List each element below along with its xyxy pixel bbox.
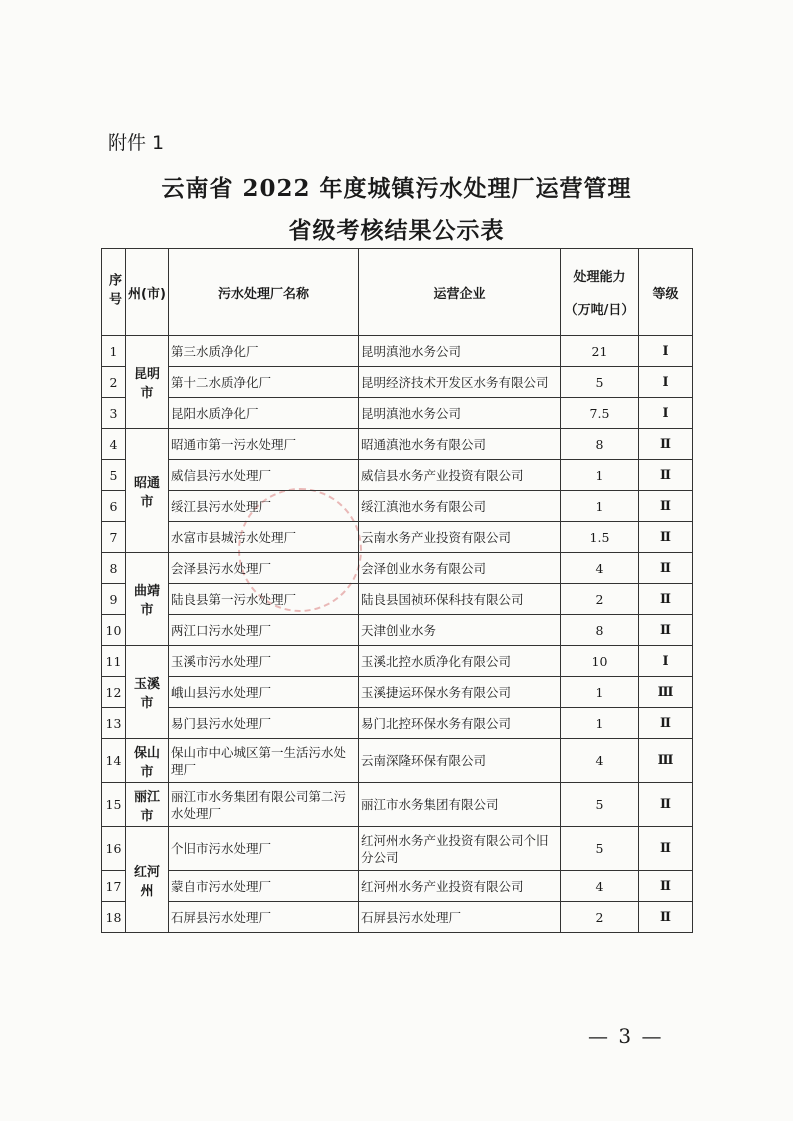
table-row: [102, 646, 693, 677]
row-number: 18: [102, 902, 126, 933]
row-number: 16: [102, 827, 126, 871]
row-number: 6: [102, 491, 126, 522]
table-row: [102, 584, 693, 615]
city-cell: 保山市: [126, 739, 169, 783]
capacity-value: 2: [561, 584, 639, 615]
row-number: 14: [102, 739, 126, 783]
grade-value: Ⅱ: [639, 827, 693, 871]
grade-value: Ⅱ: [639, 783, 693, 827]
plant-name: 昭通市第一污水处理厂: [169, 429, 359, 460]
table-row: [102, 491, 693, 522]
table-row: [102, 708, 693, 739]
capacity-value: 8: [561, 615, 639, 646]
grade-value: Ⅰ: [639, 367, 693, 398]
row-number: 1: [102, 336, 126, 367]
header-no: 序号: [102, 249, 126, 336]
row-number: 12: [102, 677, 126, 708]
capacity-value: 4: [561, 871, 639, 902]
city-cell: 昭通市: [126, 429, 169, 553]
table-row: [102, 429, 693, 460]
city-cell: 玉溪市: [126, 646, 169, 739]
capacity-value: 5: [561, 783, 639, 827]
plant-name: 两江口污水处理厂: [169, 615, 359, 646]
operating-company: 易门北控环保水务有限公司: [359, 708, 561, 739]
grade-value: Ⅱ: [639, 491, 693, 522]
attachment-label: 附件 1: [108, 132, 165, 154]
grade-value: Ⅰ: [639, 646, 693, 677]
row-number: 2: [102, 367, 126, 398]
capacity-value: 10: [561, 646, 639, 677]
operating-company: 玉溪捷运环保水务有限公司: [359, 677, 561, 708]
operating-company: 玉溪北控水质净化有限公司: [359, 646, 561, 677]
operating-company: 昆明经济技术开发区水务有限公司: [359, 367, 561, 398]
header-grade: 等级: [639, 249, 693, 336]
capacity-value: 1: [561, 708, 639, 739]
capacity-value: 1: [561, 677, 639, 708]
row-number: 5: [102, 460, 126, 491]
operating-company: 昆明滇池水务公司: [359, 398, 561, 429]
grade-value: Ⅱ: [639, 902, 693, 933]
table-row: [102, 783, 693, 827]
plant-name: 蒙自市污水处理厂: [169, 871, 359, 902]
header-row: [102, 249, 693, 336]
row-number: 10: [102, 615, 126, 646]
row-number: 9: [102, 584, 126, 615]
plant-name: 保山市中心城区第一生活污水处理厂: [169, 739, 359, 783]
grade-value: Ⅱ: [639, 553, 693, 584]
grade-value: Ⅱ: [639, 584, 693, 615]
table-row: [102, 398, 693, 429]
city-cell: 丽江市: [126, 783, 169, 827]
city-cell: 昆明市: [126, 336, 169, 429]
grade-value: Ⅱ: [639, 708, 693, 739]
capacity-value: 1: [561, 460, 639, 491]
plant-name: 绥江县污水处理厂: [169, 491, 359, 522]
plant-name: 水富市县城污水处理厂: [169, 522, 359, 553]
header-plant: 污水处理厂名称: [169, 249, 359, 336]
table-row: [102, 553, 693, 584]
capacity-value: 4: [561, 553, 639, 584]
header-capacity-line2: （万吨/日）: [564, 303, 635, 318]
capacity-value: 2: [561, 902, 639, 933]
row-number: 11: [102, 646, 126, 677]
plant-name: 昆阳水质净化厂: [169, 398, 359, 429]
capacity-value: 7.5: [561, 398, 639, 429]
plant-name: 第三水质净化厂: [169, 336, 359, 367]
page-number: — 3 —: [588, 1024, 664, 1048]
table-row: [102, 677, 693, 708]
operating-company: 红河州水务产业投资有限公司: [359, 871, 561, 902]
table-row: [102, 902, 693, 933]
grade-value: Ⅱ: [639, 871, 693, 902]
grade-value: Ⅱ: [639, 615, 693, 646]
plant-name: 陆良县第一污水处理厂: [169, 584, 359, 615]
operating-company: 丽江市水务集团有限公司: [359, 783, 561, 827]
results-table: [101, 248, 693, 933]
title-line-2: 省级考核结果公示表: [288, 217, 505, 244]
capacity-value: 4: [561, 739, 639, 783]
header-capacity: [561, 249, 639, 336]
grade-value: Ⅰ: [639, 398, 693, 429]
header-city: 州(市): [126, 249, 169, 336]
operating-company: 绥江滇池水务有限公司: [359, 491, 561, 522]
table-row: [102, 739, 693, 783]
operating-company: 石屏县污水处理厂: [359, 902, 561, 933]
header-capacity-line1: 处理能力: [573, 270, 626, 285]
city-cell: 红河州: [126, 827, 169, 933]
table-row: [102, 460, 693, 491]
grade-value: Ⅱ: [639, 522, 693, 553]
plant-name: 玉溪市污水处理厂: [169, 646, 359, 677]
title-line-1: 云南省 2022 年度城镇污水处理厂运营管理: [161, 175, 632, 202]
table-row: [102, 615, 693, 646]
plant-name: 易门县污水处理厂: [169, 708, 359, 739]
row-number: 17: [102, 871, 126, 902]
operating-company: 天津创业水务: [359, 615, 561, 646]
row-number: 8: [102, 553, 126, 584]
table-row: [102, 336, 693, 367]
row-number: 7: [102, 522, 126, 553]
operating-company: 云南水务产业投资有限公司: [359, 522, 561, 553]
grade-value: Ⅱ: [639, 429, 693, 460]
plant-name: 丽江市水务集团有限公司第二污水处理厂: [169, 783, 359, 827]
capacity-value: 5: [561, 827, 639, 871]
operating-company: 陆良县国祯环保科技有限公司: [359, 584, 561, 615]
plant-name: 威信县污水处理厂: [169, 460, 359, 491]
capacity-value: 21: [561, 336, 639, 367]
table-row: [102, 522, 693, 553]
row-number: 4: [102, 429, 126, 460]
table-row: [102, 367, 693, 398]
row-number: 3: [102, 398, 126, 429]
capacity-value: 5: [561, 367, 639, 398]
plant-name: 峨山县污水处理厂: [169, 677, 359, 708]
grade-value: Ⅱ: [639, 460, 693, 491]
table-row: [102, 827, 693, 871]
plant-name: 会泽县污水处理厂: [169, 553, 359, 584]
operating-company: 昭通滇池水务有限公司: [359, 429, 561, 460]
grade-value: Ⅲ: [639, 739, 693, 783]
plant-name: 个旧市污水处理厂: [169, 827, 359, 871]
operating-company: 会泽创业水务有限公司: [359, 553, 561, 584]
row-number: 15: [102, 783, 126, 827]
city-cell: 曲靖市: [126, 553, 169, 646]
capacity-value: 1.5: [561, 522, 639, 553]
row-number: 13: [102, 708, 126, 739]
plant-name: 第十二水质净化厂: [169, 367, 359, 398]
grade-value: Ⅰ: [639, 336, 693, 367]
operating-company: 威信县水务产业投资有限公司: [359, 460, 561, 491]
plant-name: 石屏县污水处理厂: [169, 902, 359, 933]
table-row: [102, 871, 693, 902]
capacity-value: 8: [561, 429, 639, 460]
grade-value: Ⅲ: [639, 677, 693, 708]
operating-company: 昆明滇池水务公司: [359, 336, 561, 367]
capacity-value: 1: [561, 491, 639, 522]
operating-company: 红河州水务产业投资有限公司个旧分公司: [359, 827, 561, 871]
operating-company: 云南深隆环保有限公司: [359, 739, 561, 783]
header-company: 运营企业: [359, 249, 561, 336]
